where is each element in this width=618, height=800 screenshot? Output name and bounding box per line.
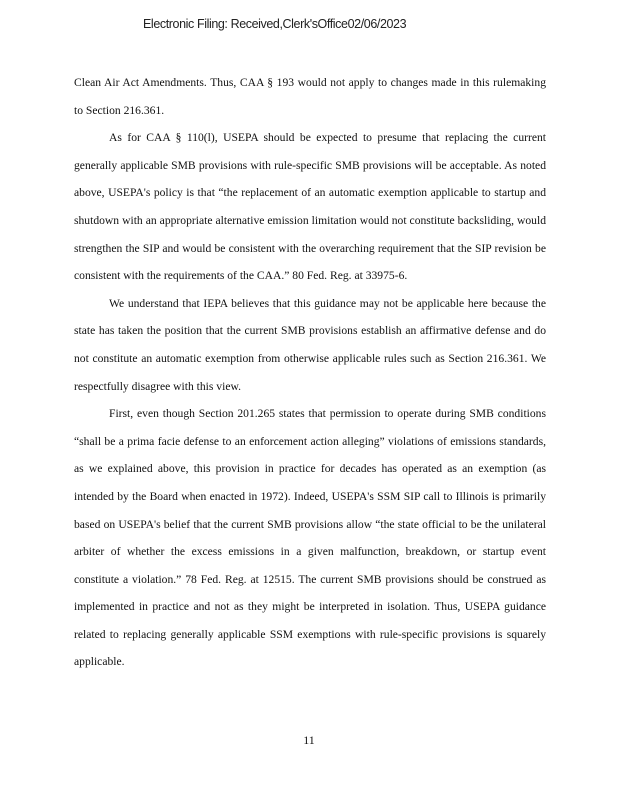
paragraph-iepa-position: We understand that IEPA believes that this guidance may not be applicable here because the state has taken the position that the current SMB provisions establish an affirmative defense and do not constitute an automatic exemption from otherwise applicable rules such as Section 216.361. We respectfully disagree with this view. bbox=[74, 296, 546, 393]
electronic-filing-stamp: Electronic Filing: Received,Clerk'sOffice02/06/2023 bbox=[143, 17, 407, 31]
paragraph-caa-110: As for CAA § 110(l), USEPA should be expected to presume that replacing the current generally applicable SMB provisions with rule-specific SMB provisions will be acceptable. As noted above, USEPA's policy is that “the replacement of an automatic exemption applicable to startup and shutdown with an appropriate alternative emission limitation would not constitute backsliding, would strengthen the SIP and would be consistent with the overarching requirement that the SIP revision be consistent with the requirements of the CAA.” 80 Fed. Reg. at 33975-6. bbox=[74, 131, 546, 283]
document-body bbox=[74, 69, 546, 676]
page-number: 11 bbox=[303, 733, 315, 747]
paragraph-continuation: Clean Air Act Amendments. Thus, CAA § 193 would not apply to changes made in this rulemaking to Section 216.361. bbox=[74, 76, 546, 117]
paragraph-section-201-265: First, even though Section 201.265 states that permission to operate during SMB conditions “shall be a prima facie defense to an enforcement action alleging” violations of emissions standards, as we explained above, this provision in practice for decades has operated as an exemption (as intended by the Board when enacted in 1972). Indeed, USEPA's SSM SIP call to Illinois is primarily based on USEPA's belief that the current SMB provisions allow “the state official to be the unilateral arbiter of whether the excess emissions in a given malfunction, breakdown, or startup event constitute a violation.” 78 Fed. Reg. at 12515. The current SMB provisions should be construed as implemented in practice and not as they might be interpreted in isolation. Thus, USEPA guidance related to replacing generally applicable SSM exemptions with rule-specific provisions is squarely applicable. bbox=[74, 407, 546, 669]
